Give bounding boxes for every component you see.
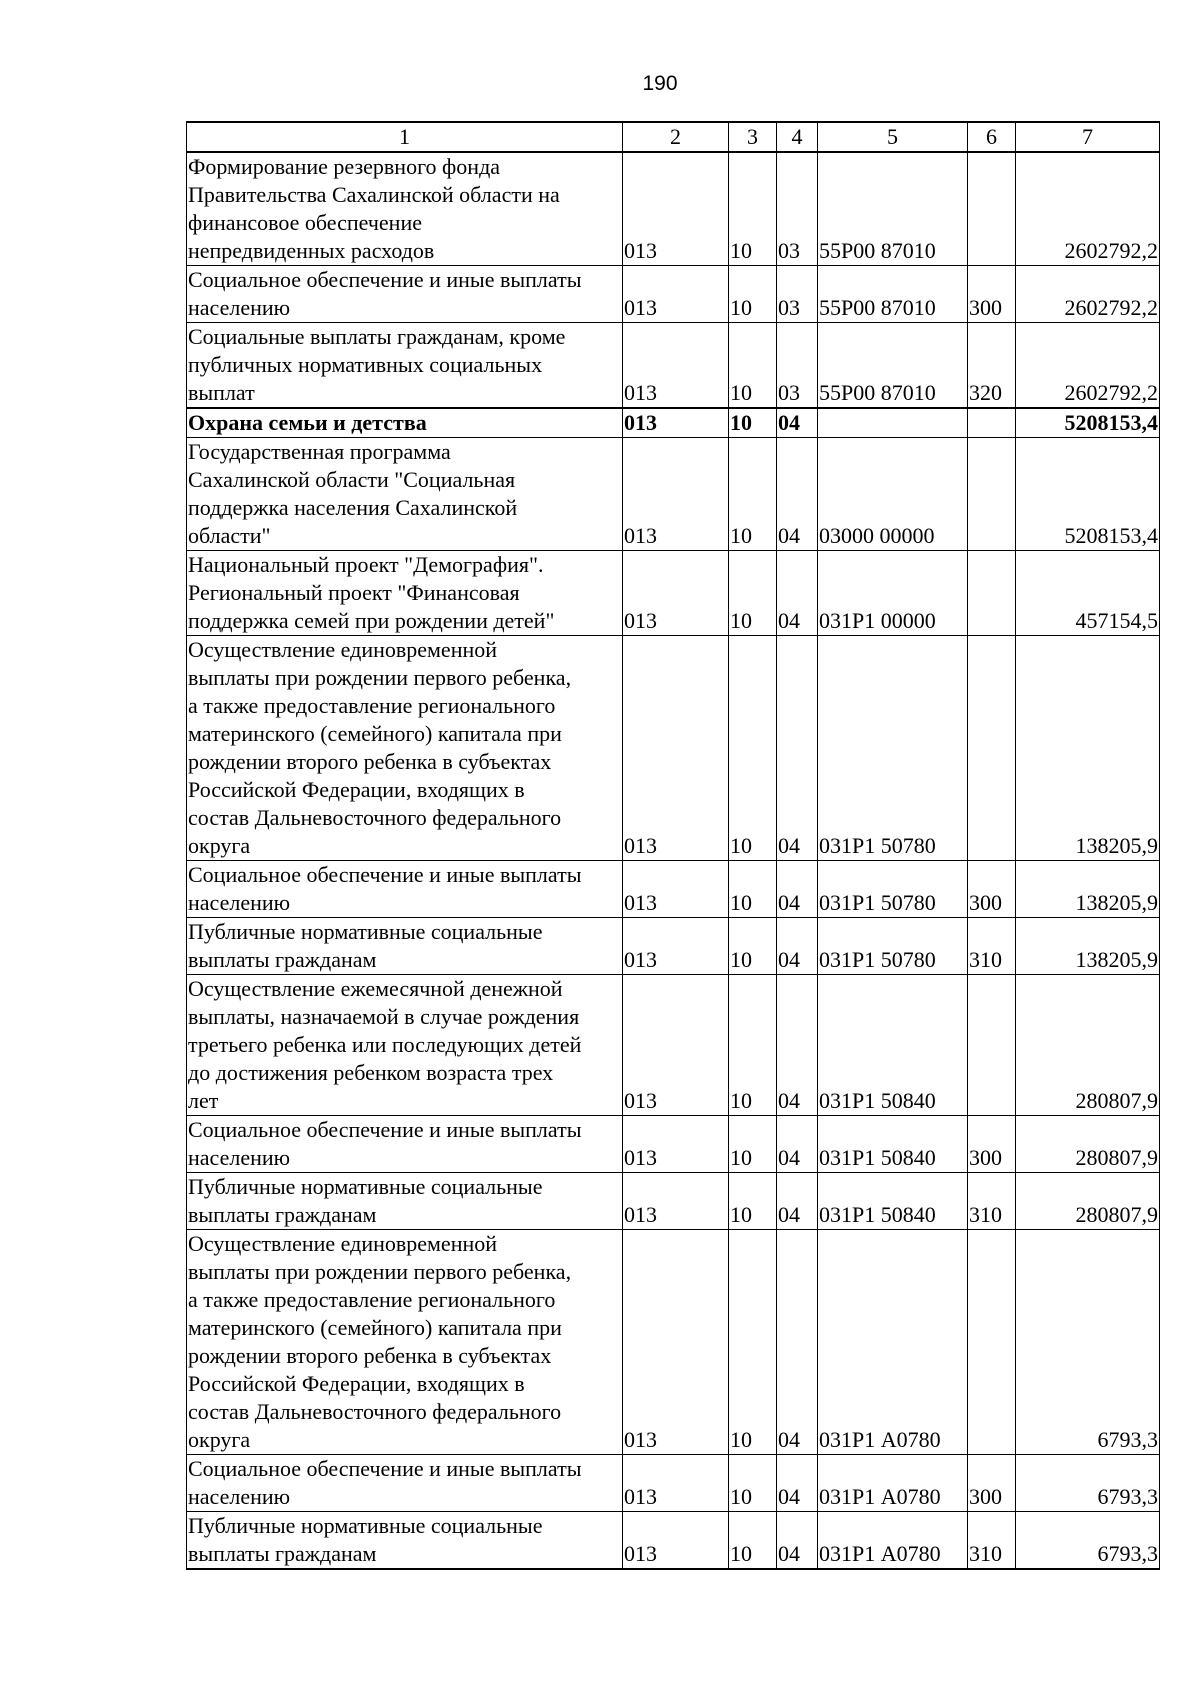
row-description: Осуществление ежемесячной денежной выплаты, назначаемой в случае рождения третьего ребенка или последующих детей до достижения ребенком возраста трех лет (187, 975, 623, 1116)
row-ministry-code: 013 (623, 408, 729, 438)
row-section: 10 (729, 975, 777, 1116)
column-header: 5 (818, 122, 968, 152)
row-description: Государственная программа Сахалинской области "Социальная поддержка населения Сахалинской области" (187, 438, 623, 551)
row-ministry-code: 013 (623, 975, 729, 1116)
row-ministry-code: 013 (623, 918, 729, 975)
row-amount: 5208153,4 (1016, 408, 1160, 438)
table-row (187, 1230, 1160, 1455)
row-ministry-code: 013 (623, 152, 729, 266)
row-expense-type (968, 408, 1016, 438)
column-header: 4 (777, 122, 818, 152)
row-amount: 2602792,2 (1016, 152, 1160, 266)
row-section: 10 (729, 636, 777, 861)
row-description: Социальные выплаты гражданам, кроме публичных нормативных социальных выплат (187, 323, 623, 409)
table-row (187, 266, 1160, 323)
row-description: Социальное обеспечение и иные выплаты населению (187, 1455, 623, 1512)
column-header: 6 (968, 122, 1016, 152)
row-description: Публичные нормативные социальные выплаты гражданам (187, 1512, 623, 1570)
row-description: Публичные нормативные социальные выплаты гражданам (187, 1173, 623, 1230)
row-amount: 138205,9 (1016, 636, 1160, 861)
row-ministry-code: 013 (623, 1173, 729, 1230)
column-header: 2 (623, 122, 729, 152)
row-subsection: 03 (777, 152, 818, 266)
row-expense-type: 320 (968, 323, 1016, 409)
row-ministry-code: 013 (623, 1116, 729, 1173)
row-subsection: 03 (777, 266, 818, 323)
row-expense-type: 310 (968, 1512, 1016, 1570)
page-number: 190 (642, 72, 678, 95)
row-expense-type (968, 438, 1016, 551)
row-amount: 457154,5 (1016, 551, 1160, 636)
row-description: Социальное обеспечение и иные выплаты населению (187, 1116, 623, 1173)
table-row (187, 1455, 1160, 1512)
table-row (187, 918, 1160, 975)
row-section: 10 (729, 1116, 777, 1173)
row-subsection: 03 (777, 323, 818, 409)
row-description: Национальный проект "Демография". Региональный проект "Финансовая поддержка семей при рождении детей" (187, 551, 623, 636)
row-expense-type: 300 (968, 266, 1016, 323)
row-subsection: 04 (777, 408, 818, 438)
row-section: 10 (729, 408, 777, 438)
budget-table (186, 121, 1160, 1570)
row-expense-type: 300 (968, 861, 1016, 918)
row-ministry-code: 013 (623, 1455, 729, 1512)
table-row (187, 408, 1160, 438)
row-description: Социальное обеспечение и иные выплаты населению (187, 861, 623, 918)
row-target-item: 031Р1 50780 (818, 636, 968, 861)
row-target-item: 031Р1 50840 (818, 1173, 968, 1230)
row-subsection: 04 (777, 1116, 818, 1173)
column-header: 3 (729, 122, 777, 152)
row-target-item: 031Р1 50840 (818, 1116, 968, 1173)
row-section: 10 (729, 551, 777, 636)
row-amount: 5208153,4 (1016, 438, 1160, 551)
row-amount: 280807,9 (1016, 1173, 1160, 1230)
row-subsection: 04 (777, 918, 818, 975)
row-expense-type: 310 (968, 918, 1016, 975)
row-section: 10 (729, 918, 777, 975)
row-amount: 138205,9 (1016, 861, 1160, 918)
row-expense-type (968, 636, 1016, 861)
column-header: 1 (187, 122, 623, 152)
row-section: 10 (729, 266, 777, 323)
row-expense-type: 300 (968, 1116, 1016, 1173)
row-subsection: 04 (777, 1173, 818, 1230)
row-target-item: 031Р1 00000 (818, 551, 968, 636)
row-target-item: 03000 00000 (818, 438, 968, 551)
row-subsection: 04 (777, 551, 818, 636)
row-ministry-code: 013 (623, 438, 729, 551)
table-header-row (187, 122, 1160, 152)
row-amount: 2602792,2 (1016, 266, 1160, 323)
row-expense-type (968, 551, 1016, 636)
row-section: 10 (729, 1455, 777, 1512)
table-row (187, 152, 1160, 266)
table-row (187, 323, 1160, 409)
row-amount: 280807,9 (1016, 975, 1160, 1116)
row-ministry-code: 013 (623, 1230, 729, 1455)
row-target-item: 031Р1 А0780 (818, 1512, 968, 1570)
row-description: Социальное обеспечение и иные выплаты населению (187, 266, 623, 323)
row-subsection: 04 (777, 861, 818, 918)
row-section: 10 (729, 1512, 777, 1570)
row-target-item: 031Р1 А0780 (818, 1455, 968, 1512)
row-section: 10 (729, 1173, 777, 1230)
row-amount: 138205,9 (1016, 918, 1160, 975)
row-target-item: 55Р00 87010 (818, 152, 968, 266)
table-row (187, 438, 1160, 551)
table-row (187, 551, 1160, 636)
row-ministry-code: 013 (623, 861, 729, 918)
row-target-item: 031Р1 А0780 (818, 1230, 968, 1455)
row-target-item: 031Р1 50840 (818, 975, 968, 1116)
row-subsection: 04 (777, 1230, 818, 1455)
row-target-item: 55Р00 87010 (818, 266, 968, 323)
row-expense-type: 300 (968, 1455, 1016, 1512)
row-amount: 6793,3 (1016, 1230, 1160, 1455)
table-row (187, 975, 1160, 1116)
row-target-item (818, 408, 968, 438)
row-amount: 6793,3 (1016, 1455, 1160, 1512)
row-description: Формирование резервного фонда Правительства Сахалинской области на финансовое обеспечение непредвиденных расходов (187, 152, 623, 266)
row-expense-type (968, 975, 1016, 1116)
row-section: 10 (729, 1230, 777, 1455)
table-row (187, 1512, 1160, 1570)
table-row (187, 1173, 1160, 1230)
row-description: Осуществление единовременной выплаты при рождении первого ребенка, а также предоставление регионального материнского (семейного) капитала при рождении второго ребенка в субъектах Российской Федерации, входящих в состав Дальневосточного федерального округа (187, 1230, 623, 1455)
row-ministry-code: 013 (623, 323, 729, 409)
row-expense-type: 310 (968, 1173, 1016, 1230)
row-section: 10 (729, 861, 777, 918)
row-amount: 2602792,2 (1016, 323, 1160, 409)
row-ministry-code: 013 (623, 1512, 729, 1570)
row-description: Осуществление единовременной выплаты при рождении первого ребенка, а также предоставление регионального материнского (семейного) капитала при рождении второго ребенка в субъектах Российской Федерации, входящих в состав Дальневосточного федерального округа (187, 636, 623, 861)
row-description: Охрана семьи и детства (187, 408, 623, 438)
row-ministry-code: 013 (623, 551, 729, 636)
row-section: 10 (729, 152, 777, 266)
row-section: 10 (729, 438, 777, 551)
row-target-item: 031Р1 50780 (818, 861, 968, 918)
row-ministry-code: 013 (623, 266, 729, 323)
row-ministry-code: 013 (623, 636, 729, 861)
column-header: 7 (1016, 122, 1160, 152)
row-amount: 6793,3 (1016, 1512, 1160, 1570)
row-expense-type (968, 1230, 1016, 1455)
row-amount: 280807,9 (1016, 1116, 1160, 1173)
table-row (187, 861, 1160, 918)
row-subsection: 04 (777, 438, 818, 551)
row-subsection: 04 (777, 1512, 818, 1570)
row-target-item: 031Р1 50780 (818, 918, 968, 975)
row-description: Публичные нормативные социальные выплаты гражданам (187, 918, 623, 975)
row-subsection: 04 (777, 1455, 818, 1512)
row-expense-type (968, 152, 1016, 266)
table-row (187, 1116, 1160, 1173)
row-subsection: 04 (777, 975, 818, 1116)
table-row (187, 636, 1160, 861)
row-target-item: 55Р00 87010 (818, 323, 968, 409)
row-subsection: 04 (777, 636, 818, 861)
row-section: 10 (729, 323, 777, 409)
